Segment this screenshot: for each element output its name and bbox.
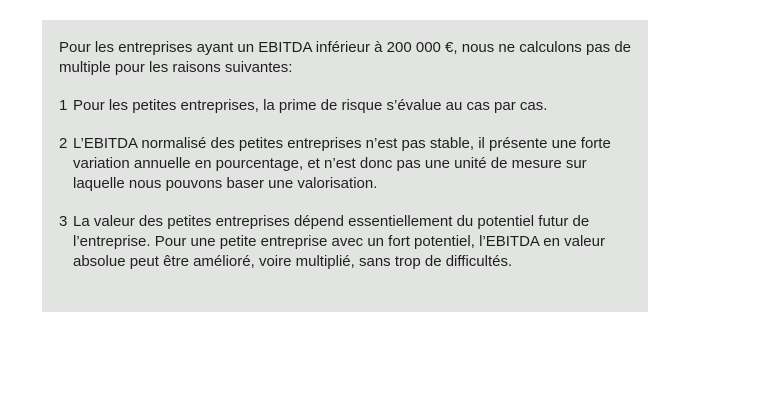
reason-number: 3: [59, 213, 68, 230]
reason-item: [59, 212, 632, 272]
info-box: [42, 20, 648, 312]
reason-item: [59, 134, 632, 194]
reason-text: L’EBITDA normalisé des petites entreprises n’est pas stable, il présente une forte variation annuelle en pourcentage, et n’est donc pas une unité de mesure sur laquelle nous pouvons baser une valorisation.: [73, 135, 611, 192]
reason-item: [59, 96, 632, 116]
reason-text: La valeur des petites entreprises dépend essentiellement du potentiel futur de l’entreprise. Pour une petite entreprise avec un fort potentiel, l’EBITDA en valeur absolue peut être amélioré, voire multiplié, sans trop de difficultés.: [73, 213, 605, 270]
reason-text: Pour les petites entreprises, la prime de risque s’évalue au cas par cas.: [73, 97, 548, 114]
intro-text: Pour les entreprises ayant un EBITDA inférieur à 200 000 €, nous ne calculons pas de multiple pour les raisons suivantes:: [59, 39, 632, 76]
reason-number: 1: [59, 97, 68, 114]
reasons-list: [59, 96, 632, 272]
reason-number: 2: [59, 135, 68, 152]
